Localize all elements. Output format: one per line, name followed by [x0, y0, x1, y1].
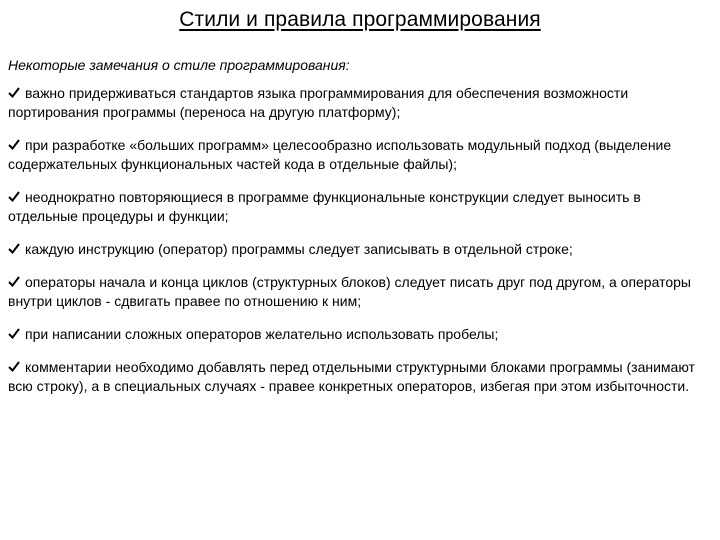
bullet-text: важно придерживаться стандартов языка программирования для обеспечения возможности портирования программы (переноса на другую платформу); [8, 85, 629, 120]
intro-text: Некоторые замечания о стиле программирования: [8, 57, 350, 73]
bullet-text: комментарии необходимо добавлять перед отдельными структурными блоками программы (занимают всю строку), а в специальных случаях - правее конкретных операторов, избегая при этом избыточности. [8, 359, 695, 394]
check-icon [8, 325, 21, 344]
bullet-text: операторы начала и конца циклов (структурных блоков) следует писать друг под другом, а операторы внутри циклов - сдвигать правее по отношению к ним; [8, 274, 691, 309]
page-title: Стили и правила программирования [179, 8, 541, 31]
bullet-list [8, 84, 712, 410]
list-item [8, 358, 712, 396]
list-item [8, 136, 712, 174]
list-item [8, 240, 712, 259]
check-icon [8, 273, 21, 292]
check-icon [8, 84, 21, 103]
list-item [8, 325, 712, 344]
bullet-text: при разработке «больших программ» целесообразно использовать модульный подход (выделение содержательных функциональных частей кода в отдельные файлы); [8, 137, 672, 172]
list-item [8, 84, 712, 122]
check-icon [8, 240, 21, 259]
list-item [8, 273, 712, 311]
bullet-text: каждую инструкцию (оператор) программы следует записывать в отдельной строке; [25, 241, 573, 257]
list-item [8, 188, 712, 226]
check-icon [8, 188, 21, 207]
check-icon [8, 358, 21, 377]
bullet-text: при написании сложных операторов желательно использовать пробелы; [25, 326, 499, 342]
check-icon [8, 136, 21, 155]
bullet-text: неоднократно повторяющиеся в программе функциональные конструкции следует выносить в отдельные процедуры и функции; [8, 189, 641, 224]
